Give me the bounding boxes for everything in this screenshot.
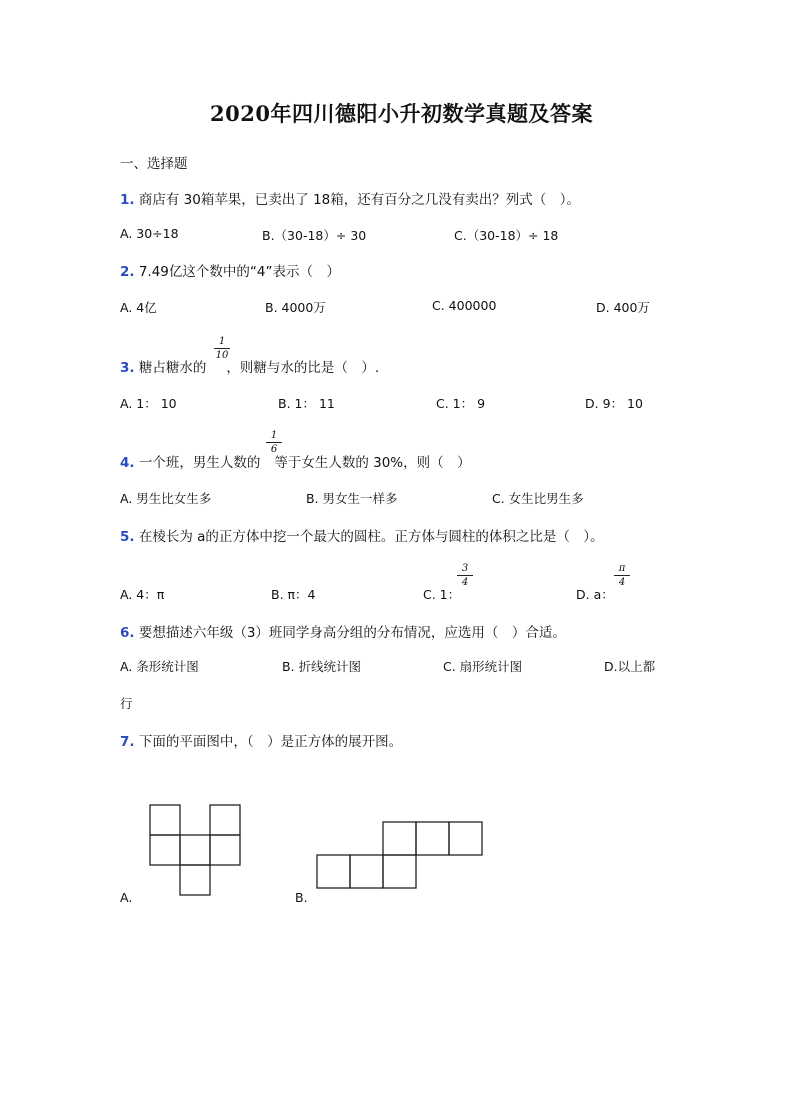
option-a[interactable]: A. 4亿 <box>120 300 157 315</box>
net-a-squares <box>150 805 240 895</box>
option-a[interactable]: A. 30÷18 <box>120 226 179 241</box>
fraction-numerator: 1 <box>218 336 226 347</box>
net-square <box>210 835 240 865</box>
page-title: 2020年四川德阳小升初数学真题及答案 <box>210 101 593 126</box>
question-number: 1. <box>120 192 135 208</box>
question-number: 7. <box>120 734 135 750</box>
question-text-pre: 一个班，男生人数的 <box>138 455 261 471</box>
option-b[interactable]: B. 男女生一样多 <box>306 491 398 506</box>
option-b[interactable]: B. 折线统计图 <box>282 659 362 674</box>
net-square <box>416 822 449 855</box>
option-b[interactable]: B. 4000万 <box>265 300 326 315</box>
net-square <box>180 835 210 865</box>
option-b[interactable]: B. π：4 <box>271 587 316 602</box>
option-c[interactable]: C. 1： 9 <box>436 396 486 411</box>
option-b[interactable]: B.（30-18）÷ 30 <box>262 228 367 243</box>
question-number: 5. <box>120 529 135 545</box>
net-square <box>383 822 416 855</box>
net-square <box>150 805 180 835</box>
option-c[interactable]: C.（30-18）÷ 18 <box>454 228 559 243</box>
question-number: 6. <box>120 625 135 641</box>
option-b-label[interactable]: B. <box>295 890 308 905</box>
option-a[interactable]: A. 4：π <box>120 587 165 602</box>
section-heading: 一、选择题 <box>120 156 188 172</box>
fraction-denominator: 10 <box>215 350 229 361</box>
question-text-post: 等于女生人数的 30%，则（ ） <box>274 455 471 471</box>
option-d[interactable]: D. 400万 <box>596 300 650 315</box>
question-text-pre: 糖占糖水的 <box>138 360 207 376</box>
option-d[interactable]: D.以上都 <box>604 659 656 674</box>
question-text: 下面的平面图中，（ ）是正方体的展开图。 <box>138 734 403 750</box>
option-b[interactable]: B. 1： 11 <box>278 396 335 411</box>
option-a[interactable]: A. 男生比女生多 <box>120 491 212 506</box>
net-square <box>210 805 240 835</box>
question-number: 4. <box>120 455 135 471</box>
net-square <box>350 855 383 888</box>
option-c[interactable]: C. 400000 <box>432 298 497 313</box>
fraction-denominator: 6 <box>270 444 278 455</box>
fraction-denominator: 4 <box>618 577 626 588</box>
net-square <box>317 855 350 888</box>
net-square <box>383 855 416 888</box>
option-a-label[interactable]: A. <box>120 890 133 905</box>
option-c[interactable]: C. 扇形统计图 <box>443 659 523 674</box>
net-square <box>180 865 210 895</box>
question-text: 商店有 30箱苹果，已卖出了 18箱，还有百分之几没有卖出？列式（ ）。 <box>138 192 581 208</box>
question-text: 在棱长为 a的正方体中挖一个最大的圆柱。正方体与圆柱的体积之比是（ ）。 <box>138 529 604 545</box>
question-number: 2. <box>120 264 135 280</box>
question-text-post: ，则糖与水的比是（ ）. <box>226 360 380 376</box>
fraction-numerator: π <box>618 563 626 574</box>
net-square <box>449 822 482 855</box>
net-b-squares <box>317 822 482 888</box>
option-a[interactable]: A. 条形统计图 <box>120 659 199 674</box>
net-square <box>150 835 180 865</box>
option-a[interactable]: A. 1： 10 <box>120 396 177 411</box>
option-d[interactable]: D. 9： 10 <box>585 396 643 411</box>
fraction-denominator: 4 <box>461 577 469 588</box>
option-c[interactable]: C. 1： <box>423 587 461 602</box>
option-c[interactable]: C. 女生比男生多 <box>492 491 584 506</box>
question-text: 7.49亿这个数中的“4”表示（ ） <box>138 264 340 280</box>
option-d-wrap: 行 <box>120 696 133 711</box>
option-d[interactable]: D. a： <box>576 587 614 602</box>
question-text: 要想描述六年级（3）班同学身高分组的分布情况，应选用（ ）合适。 <box>138 625 566 641</box>
fraction-numerator: 1 <box>270 430 278 441</box>
question-number: 3. <box>120 360 135 376</box>
fraction-numerator: 3 <box>461 563 469 574</box>
